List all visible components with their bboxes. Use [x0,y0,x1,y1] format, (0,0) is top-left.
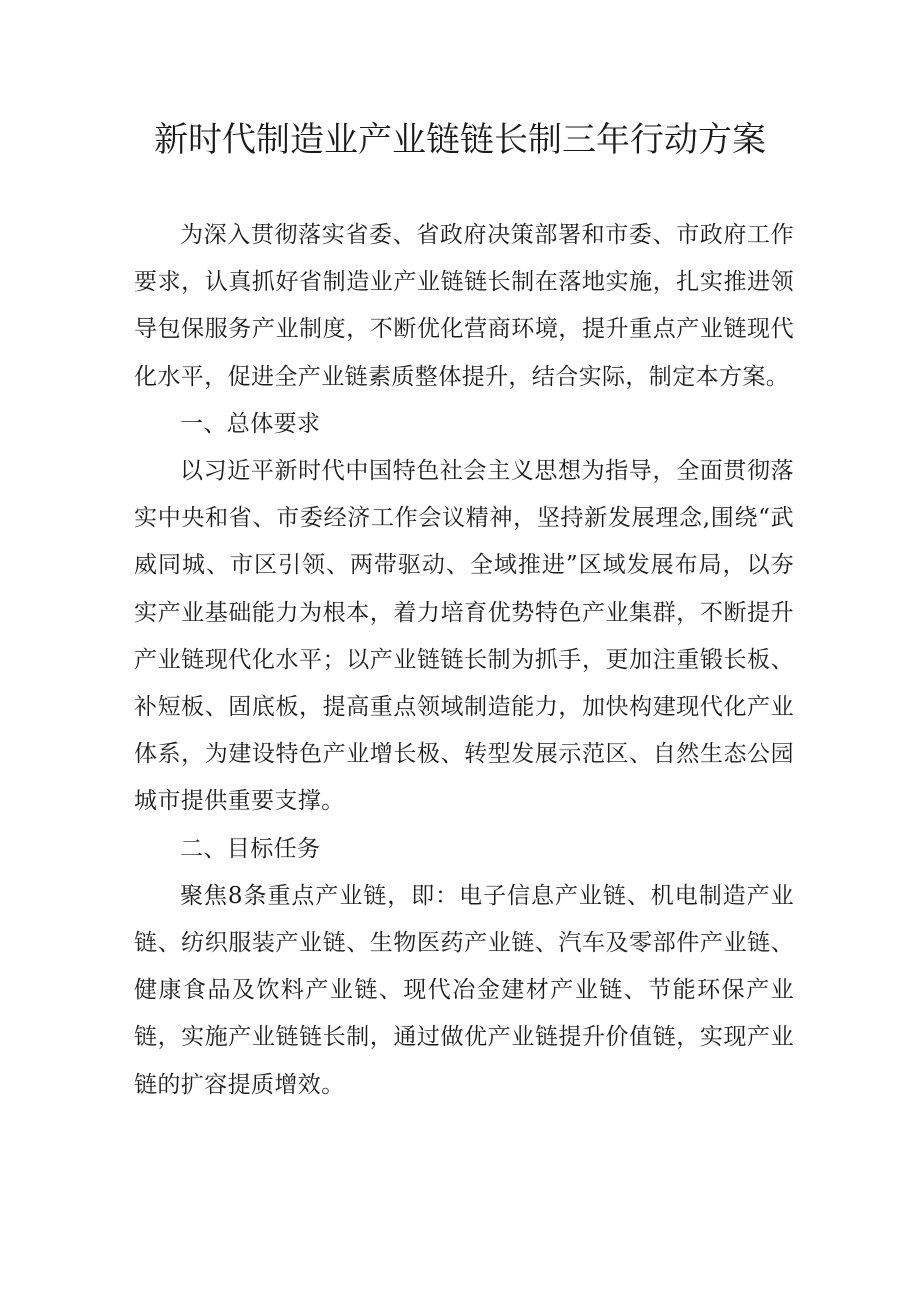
section-heading-goals-tasks: 二、目标任务 [180,835,321,862]
document-title: 新时代制造业产业链链长制三年行动方案 [154,120,766,160]
general-requirements-paragraph: 以习近平新时代中国特色社会主义思想为指导，全面贯彻落实中央和省、市委经济工作会议精神，坚持新发展理念,围绕“武威同城、市区引领、两带驱动、全域推进”区域发展布局，以夯实产业基础能力为根本，着力培育优势特色产业集群，不断提升产业链现代化水平；以产业链链长制为抓手，更加注重锻长板、补短板、固底板，提高重点领域制造能力，加快构建现代化产业体系，为建设特色产业增长极、转型发展示范区、自然生态公园城市提供重要支撑。 [134,458,794,815]
goals-tasks-paragraph: 聚焦8条重点产业链，即：电子信息产业链、机电制造产业链、纺织服装产业链、生物医药产业链、汽车及零部件产业链、健康食品及饮料产业链、现代冶金建材产业链、节能环保产业链，实施产业链链长制，通过做优产业链提升价值链，实现产业链的扩容提质增效。 [134,882,794,1098]
document-body [134,212,794,1109]
section-heading-general-requirements: 一、总体要求 [180,410,321,437]
intro-paragraph: 为深入贯彻落实省委、省政府决策部署和市委、市政府工作要求，认真抓好省制造业产业链链长制在落地实施，扎实推进领导包保服务产业制度，不断优化营商环境，提升重点产业链现代化水平，促进全产业链素质整体提升，结合实际，制定本方案。 [134,222,794,390]
